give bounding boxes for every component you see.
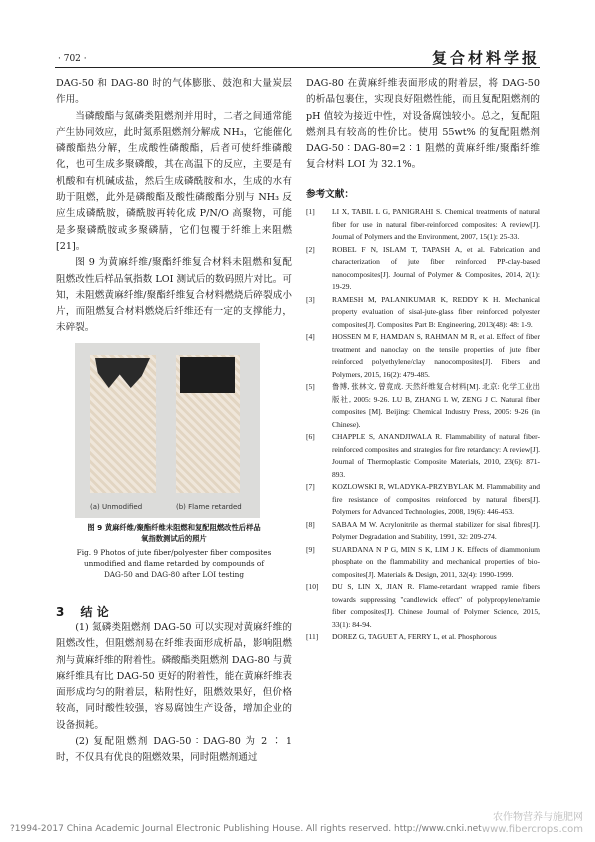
reference-number: [4]	[306, 332, 315, 341]
reference-text: CHAPPLE S, ANANDJIWALA R. Flammability of natural fiber-reinforced composites and strategies for fire retardancy: A review[J]. Journal of Thermoplastic Composite Materials, 2010, 23(6): 871-893.	[332, 432, 540, 479]
reference-item	[306, 381, 540, 431]
reference-item	[306, 244, 540, 294]
reference-item	[306, 431, 540, 481]
reference-text: SABAA M W. Acrylonitrile as thermal stabilizer for sisal fibres[J]. Polymer Degradation and Stability, 1991, 32: 209-274.	[332, 519, 540, 541]
caption-en-line: DAG-50 and DAG-80 after LOI testing	[103, 570, 245, 579]
page-number: · 702 ·	[58, 54, 87, 64]
reference-text: DOREZ G, TAGUET A, FERRY L, et al. Phosphorous	[332, 632, 497, 641]
reference-item	[306, 519, 540, 544]
reference-number: [8]	[306, 519, 315, 529]
paragraph: 图 9 为黄麻纤维/聚酯纤维复合材料未阻燃和复配阻燃改性后样品氧指数 LOI 测试后的数码照片对比。可知，未阻燃黄麻纤维/聚酯纤维复合材料燃烧后碎裂成小片，而阻燃复合材料燃烧后纤维还有一定的支撑能力，未碎裂。	[56, 257, 292, 334]
section-title: 结 论	[80, 605, 109, 619]
paragraph: DAG-50 和 DAG-80 时的气体膨胀、鼓泡和大量炭层作用。	[56, 78, 292, 106]
left-column-conclusions	[56, 620, 292, 767]
reference-number: [6]	[306, 432, 315, 441]
reference-text: HOSSEN M F, HAMDAN S, RAHMAN M R, et al. Effect of fiber treatment and nanoclay on the tensile properties of jute fiber reinforced polyethylene/clay nanocomposites[J]. Fibers and Polymers, 2015, 16(2): 479-485.	[332, 332, 540, 379]
char-flame-retarded	[180, 357, 235, 393]
journal-title: 复合材料学报	[431, 49, 540, 67]
section-number: 3	[56, 605, 65, 619]
watermark-line: 农作物营养与施肥网	[493, 812, 583, 823]
right-column-top	[306, 76, 540, 174]
subfigure-label-b: (b) Flame retarded	[176, 503, 242, 511]
left-column-top	[56, 76, 292, 337]
reference-number: [10]	[306, 582, 319, 591]
subfigure-label-a: (a) Unmodified	[90, 503, 143, 511]
header-rule	[55, 67, 540, 68]
reference-text: RAMESH M, PALANIKUMAR K, REDDY K H. Mechanical property evaluation of sisal-jute-glass fiber reinforced polyester composites[J]. Composites Part B: Engineering, 2013(48): 48: 1-9.	[332, 294, 540, 329]
caption-en-line: unmodified and flame retarded by compounds of	[83, 559, 265, 568]
paragraph: (1) 氮磷类阻燃剂 DAG-50 可以实现对黄麻纤维的阻燃改性，但阻燃剂易在纤维表面形成析晶，影响阻燃剂与黄麻纤维的附着性。磷酸酯类阻燃剂 DAG-80 与黄麻纤维具有比 DAG-50 更好的附着性，能在黄麻纤维表面形成均匀的附着层，粘附性好，阻燃效果好，但价格较高，同时酸性较强，容易腐蚀生产设备，增加企业的设备损耗。	[56, 622, 292, 731]
caption-cn-line: 图 9 黄麻纤维/聚酯纤维未阻燃和复配阻燃改性后样品	[87, 523, 261, 532]
reference-text: SUARDANA N P G, MIN S K, LIM J K. Effects of diammonium phosphate on the flammability and mechanical properties of bio-composites[J]. Materials & Design, 2011, 32(4): 1990-1999.	[332, 544, 540, 579]
reference-text: 鲁博, 张林文, 曾竟成. 天然纤维复合材料[M]. 北京: 化学工业出版社, 2005: 9-26. LU B, ZHANG L W, ZENG J C. Natural fiber composites [M]. Beijing: Chemical Industry Press, 2005: 9-26 (in Chinese).	[332, 382, 540, 429]
reference-item	[306, 294, 540, 332]
caption-en-line: Fig. 9 Photos of jute fiber/polyester fiber composites	[76, 548, 272, 557]
paragraph: DAG-80 在黄麻纤维表面形成的附着层，将 DAG-50 的析晶包裹住，实现良好阻燃性能，而且复配阻燃剂的 pH 值较为接近中性，对设备腐蚀较小。总之，复配阻燃剂具有较高的性价比。使用 55wt% 的复配阻燃剂 DAG-50 ∶ DAG-80=2 ∶ 1 阻燃的黄麻纤维/聚酯纤维复合材料 LOI 为 32.1%。	[306, 78, 540, 171]
watermark-line: www.fibercrops.com	[481, 824, 583, 835]
reference-text: ROBEL F N, ISLAM T, TAPASH A, et al. Fabrication and characterization of jute fiber reinforced PP-clay-based nanocomposites[J]. Journal of Polymer & Composites, 2014, 2(1): 19-29.	[332, 244, 540, 291]
paragraph: (2) 复配阻燃剂 DAG-50 ∶ DAG-80 为 2 ∶ 1 时，不仅具有优良的阻燃效果，同时阻燃剂通过	[56, 736, 292, 764]
reference-item	[306, 206, 540, 244]
reference-number: [7]	[306, 482, 315, 491]
watermark	[482, 812, 583, 836]
reference-number: [9]	[306, 544, 315, 554]
references-heading: 参考文献：	[306, 189, 354, 200]
reference-item	[306, 481, 540, 519]
references-list	[306, 206, 540, 644]
reference-number: [1]	[306, 207, 315, 216]
reference-item	[306, 331, 540, 381]
paragraph: 当磷酸酯与氮磷类阻燃剂并用时，二者之间通常能产生协同效应，此时氮系阻燃剂分解成 NH₃，它能催化磷酸酯热分解，生成酸性磷酸酯，后者可使纤维磷酸化，也可生成多聚磷酸，其在高温下的反应，主要是有机酸和有机碱成盐，然后生成磷酰胺和水，生成的水有助于阻燃，此外是磷酸酯及酸性磷酸酯分别与 NH₃ 反应生成磷酰胺，磷酰胺再转化成 P/N/O 高聚物，可能是多聚磷酰胺或多聚磷腈，它们包覆于纤维上来阻燃[21]。	[56, 110, 292, 252]
reference-text: KOZLOWSKI R, WLADYKA-PRZYBYLAK M. Flammability and fire resistance of composites reinforced by natural fibers[J]. Polymers for Advanced Technologies, 2008, 19(6): 446-453.	[332, 482, 540, 516]
reference-number: [2]	[306, 244, 315, 254]
reference-text: LI X, TABIL L G, PANIGRAHI S. Chemical treatments of natural fiber for use in natural fiber-reinforced composites: A review[J]. Journal of Polymers and the Environment, 2007, 15(1): 25-33.	[332, 207, 540, 241]
reference-item	[306, 544, 540, 582]
reference-item	[306, 581, 540, 631]
reference-number: [3]	[306, 294, 315, 304]
reference-item	[306, 631, 540, 644]
reference-text: DU S, LIN X, JIAN R. Flame-retardant wrapped ramie fibers towards suppressing "candlewick effect" of polypropylene/ramie fiber composites[J]. Chinese Journal of Polymer Science, 2015, 33(1): 84-94.	[332, 582, 540, 629]
copyright-footer: ?1994-2017 China Academic Journal Electronic Publishing House. All rights reserved. http://www.cnki.net	[10, 824, 482, 834]
caption-cn-line: 氧指数测试后的照片	[141, 534, 207, 543]
figure-caption	[56, 522, 292, 580]
section-heading	[56, 603, 109, 620]
reference-number: [11]	[306, 632, 319, 641]
reference-number: [5]	[306, 382, 315, 391]
